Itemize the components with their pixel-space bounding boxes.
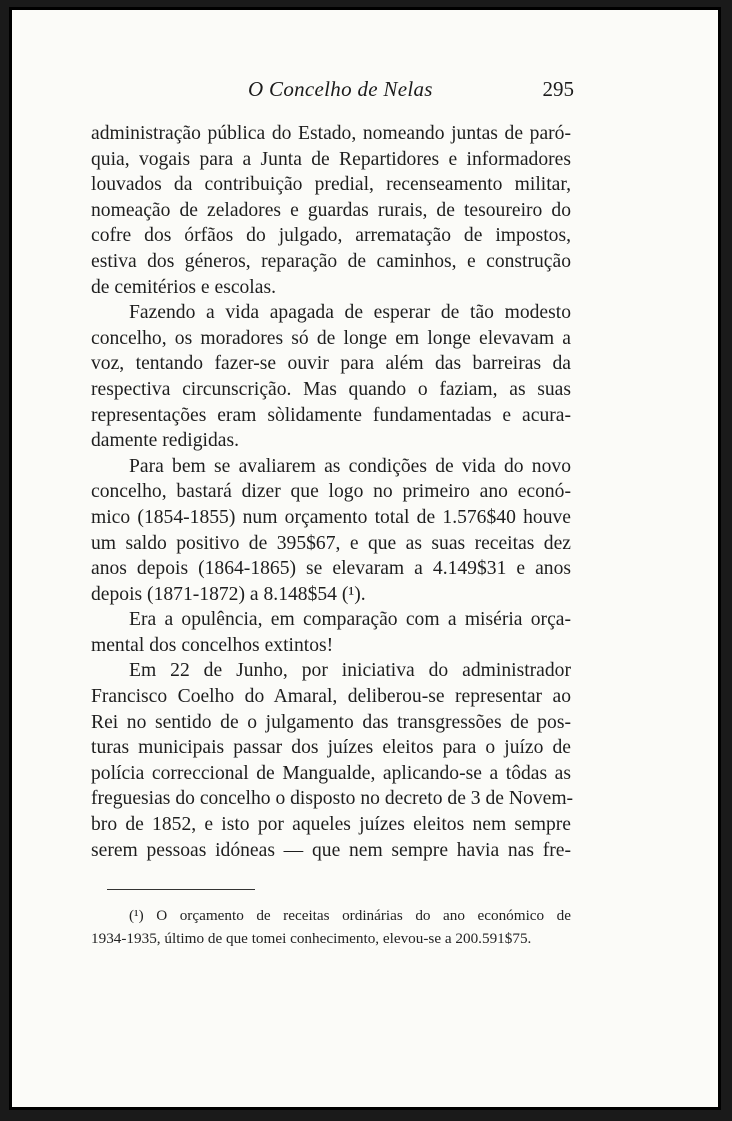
book-page [9,7,721,1110]
text-line: Rei no sentido de o julgamento das transgressões de pos- [91,711,571,733]
text-line: voz, tentando fazer-se ouvir para além das barreiras da [91,353,571,375]
text-line: depois (1871-1872) a 8.148$54 (¹). [91,583,366,605]
text-line: respectiva circunscrição. Mas quando o faziam, as suas [91,378,571,400]
text-line: concelho, bastará dizer que logo no primeiro ano econó- [91,481,571,503]
footnote-divider [107,889,255,890]
text-line: mental dos concelhos extintos! [91,634,334,656]
text-line: Francisco Coelho do Amaral, deliberou-se representar ao [91,686,571,708]
text-line: Era a opulência, em comparação com a miséria orça- [129,609,571,631]
text-line: turas municipais passar dos juízes eleitos para o juízo de [91,737,571,759]
text-line: quia, vogais para a Junta de Repartidores e informadores [91,148,571,170]
text-line: de cemitérios e escolas. [91,276,276,298]
text-line: concelho, os moradores só de longe em longe elevavam a [91,327,571,349]
running-title: O Concelho de Nelas [248,77,433,101]
text-line: Em 22 de Junho, por iniciativa do administrador [129,660,571,682]
text-line: Para bem se avaliarem as condições de vida do novo [129,455,571,477]
footnote-line: (¹) O orçamento de receitas ordinárias do ano económico de [129,907,571,924]
text-line: Fazendo a vida apagada de esperar de tão modesto [129,302,571,324]
text-line: representações eram sòlidamente fundamentadas e acura- [91,404,571,426]
text-line: administração pública do Estado, nomeando juntas de paró- [91,123,571,144]
text-line: bro de 1852, e isto por aqueles juízes eleitos nem sempre [91,814,571,836]
text-line: mico (1854-1855) num orçamento total de 1.576$40 houve [91,506,571,528]
body-text [91,121,574,863]
text-line: anos depois (1864-1865) se elevaram a 4.149$31 e anos [91,558,571,580]
text-line: serem pessoas idóneas — que nem sempre havia nas fre- [91,839,571,861]
text-line: nomeação de zeladores e guardas rurais, de tesoureiro do [91,199,571,221]
text-line: cofre dos órfãos do julgado, arrematação de impostos, [91,225,571,247]
page-header [96,77,576,107]
footnote-line: 1934-1935, último de que tomei conhecimento, elevou-se a 200.591$75. [91,930,532,947]
page-number: 295 [542,77,574,101]
text-line: polícia correccional de Mangualde, aplicando-se a tôdas as [91,762,571,784]
text-line: freguesias do concelho o disposto no decreto de 3 de Novem- [91,788,574,810]
text-line: um saldo positivo de 395$67, e que as suas receitas dez [91,532,571,554]
footnotes [91,904,571,950]
text-line: estiva dos géneros, reparação de caminhos, e construção [91,250,571,272]
text-line: louvados da contribuição predial, recenseamento militar, [91,174,571,196]
text-line: damente redigidas. [91,430,239,452]
